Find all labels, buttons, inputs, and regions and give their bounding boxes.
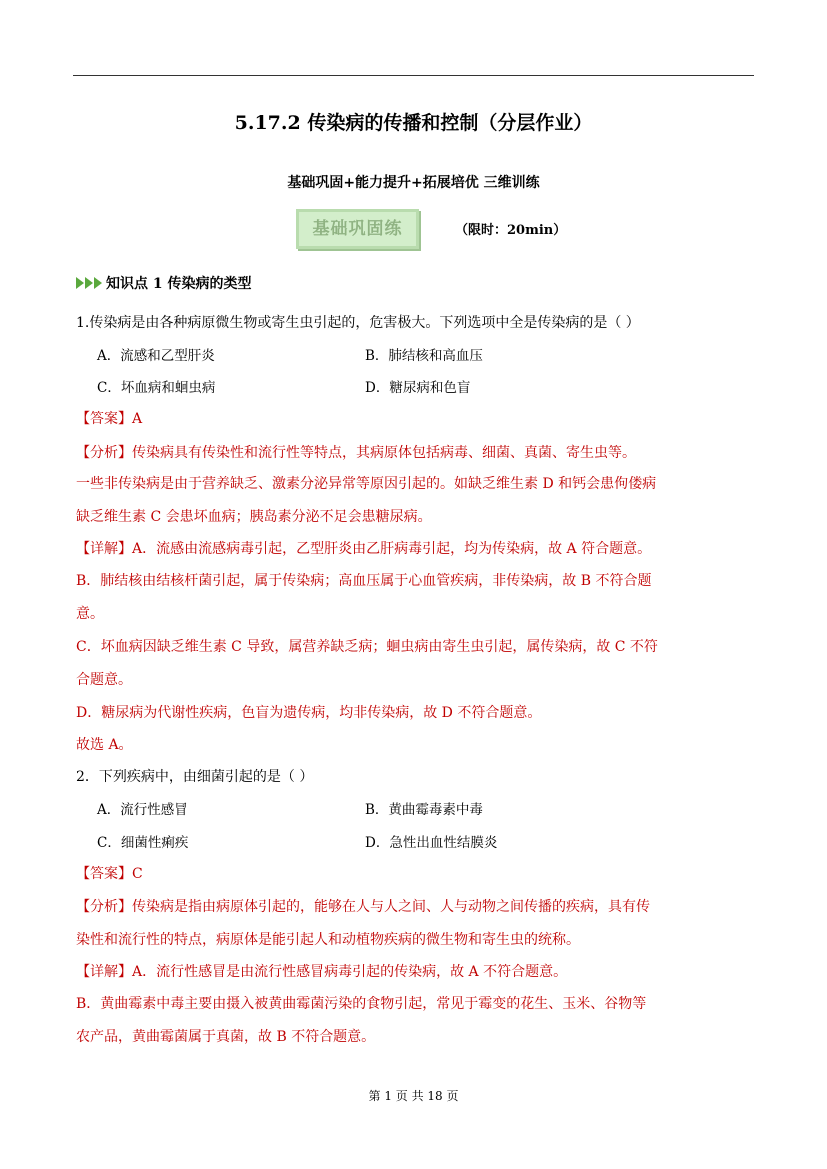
q1-detail-line: B．肺结核由结核杆菌引起，属于传染病；高血压属于心血管疾病，非传染病，故 B 不符合题 [76,573,652,589]
chevron-icon [76,277,84,289]
q2-option-c: C．细菌性痢疾 [97,835,189,851]
knowledge-point-heading [76,273,252,293]
q2-answer [76,863,143,883]
page-footer: 第 1 页 共 18 页 [368,1089,459,1103]
q1-detail-text: A．流感由流感病毒引起，乙型肝炎由乙肝病毒引起，均为传染病，故 A 符合题意。 [132,541,652,557]
q1-analysis-line: 缺乏维生素 C 会患坏血病；胰岛素分泌不足会患糖尿病。 [76,509,432,525]
header-rule [73,75,754,76]
q2-option-d: D．急性出血性结膜炎 [365,835,498,851]
section-badge: 基础巩固练 [296,209,419,249]
q1-detail-line: D．糖尿病为代谢性疾病，色盲为遗传病，均非传染病，故 D 不符合题意。 [76,705,542,721]
q2-option-b: B．黄曲霉毒素中毒 [365,802,483,818]
q1-option-d: D．糖尿病和色盲 [365,380,471,396]
q1-detail-line: 意。 [76,606,104,622]
q2-answer-value: C [132,866,143,882]
q1-analysis-line [76,442,636,462]
q1-answer-value: A [132,411,143,427]
q2-analysis-line [76,896,650,916]
q1-analysis-label: 【分析】 [76,445,132,461]
q2-detail-line: 农产品，黄曲霉菌属于真菌，故 B 不符合题意。 [76,1029,376,1045]
question-1-stem: 1.传染病是由各种病原微生物或寄生虫引起的，危害极大。下列选项中全是传染病的是（ ） [76,315,640,331]
q1-detail-label: 【详解】 [76,541,132,557]
q1-detail-line: 合题意。 [76,672,132,688]
question-2-stem: 2．下列疾病中，由细菌引起的是（ ） [76,769,314,785]
q2-analysis-line: 染性和流行性的特点，病原体是能引起人和动植物疾病的微生物和寄生虫的统称。 [76,932,580,948]
q1-answer [76,408,142,428]
q1-analysis-text: 传染病具有传染性和流行性等特点，其病原体包括病毒、细菌、真菌、寄生虫等。 [132,445,636,461]
time-limit: （限时：20min） [455,223,567,238]
q2-detail-line: B．黄曲霉素中毒主要由摄入被黄曲霉菌污染的食物引起，常见于霉变的花生、玉米、谷物等 [76,996,647,1012]
q1-option-a: A．流感和乙型肝炎 [97,348,215,364]
q1-detail-line: C．坏血病因缺乏维生素 C 导致，属营养缺乏病；蛔虫病由寄生虫引起，属传染病，故 C 不符 [76,639,658,655]
knowledge-point-text: 知识点 1 传染病的类型 [106,276,252,292]
page-title: 5.17.2 传染病的传播和控制（分层作业） [234,112,593,134]
q2-analysis-label: 【分析】 [76,899,132,915]
q1-option-c: C．坏血病和蛔虫病 [97,380,216,396]
q1-detail-line [76,538,651,558]
q1-conclusion: 故选 A。 [76,737,133,753]
q1-analysis-line: 一些非传染病是由于营养缺乏、激素分泌异常等原因引起的。如缺乏维生素 D 和钙会患佝偻病 [76,476,657,492]
q1-option-b: B．肺结核和高血压 [365,348,483,364]
chevron-icon [94,277,102,289]
q2-detail-text: A．流行性感冒是由流行性感冒病毒引起的传染病，故 A 不符合题意。 [132,964,568,980]
q2-detail-label: 【详解】 [76,964,132,980]
q2-detail-line [76,961,567,981]
q1-answer-label: 【答案】 [76,411,132,427]
chevron-icon [85,277,93,289]
q2-answer-label: 【答案】 [76,866,132,882]
q2-analysis-text: 传染病是指由病原体引起的，能够在人与人之间、人与动物之间传播的疾病，具有传 [132,899,650,915]
page-subtitle: 基础巩固+能力提升+拓展培优 三维训练 [287,175,540,191]
q2-option-a: A．流行性感冒 [97,802,188,818]
